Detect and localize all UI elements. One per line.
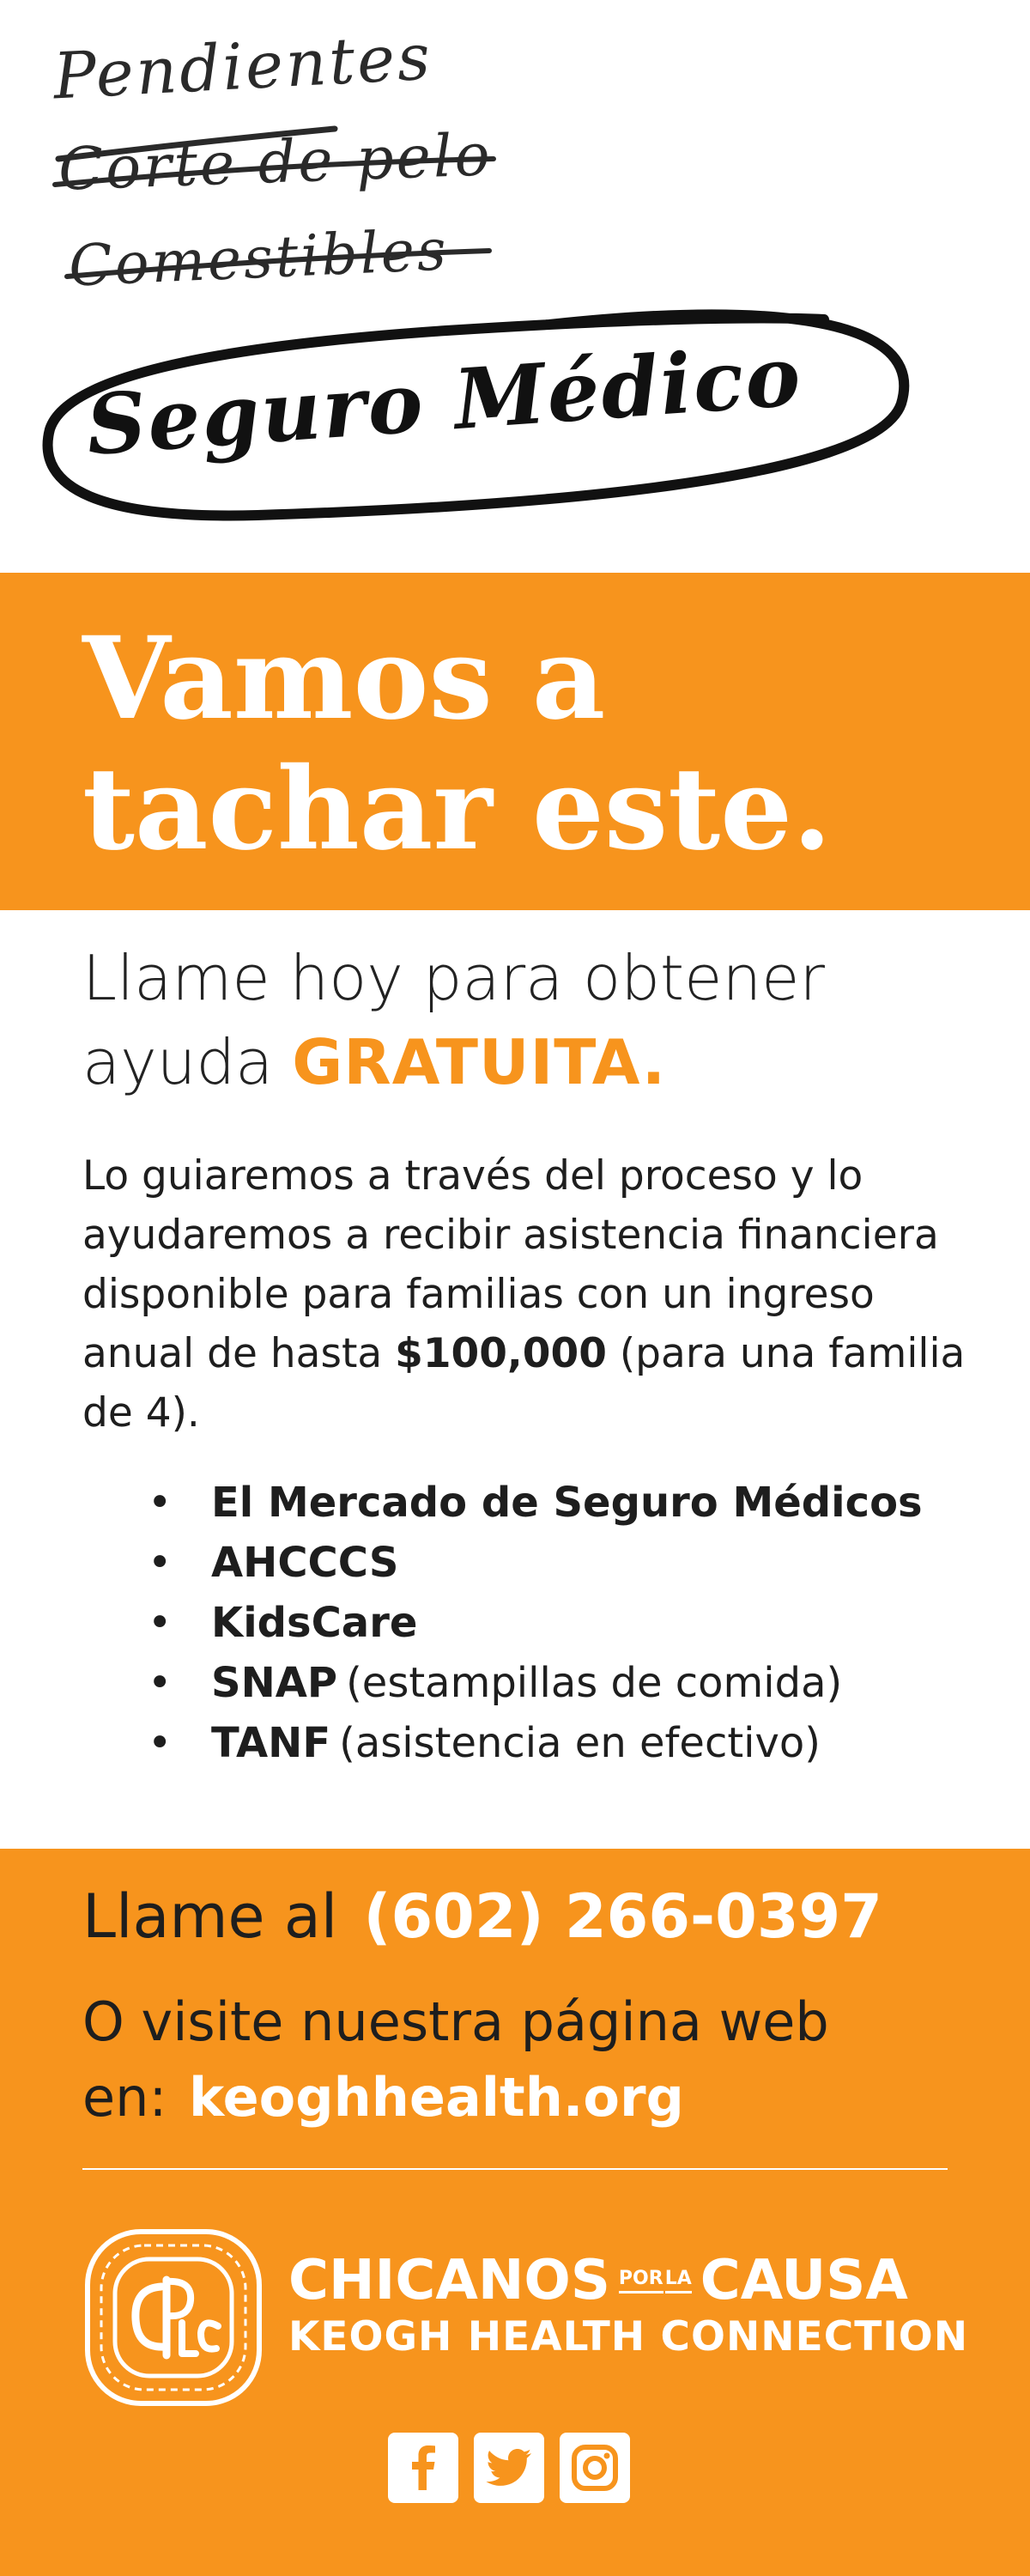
lead-line-2-prefix: ayuda [82, 1026, 274, 1098]
visit-text: O visite nuestra página web [82, 1990, 829, 2053]
twitter-icon[interactable] [474, 2433, 544, 2503]
org-name-left: CHICANOS [288, 2249, 610, 2312]
contact-footer [0, 1849, 1030, 2576]
list-item [137, 1473, 978, 1533]
handwriting-strokes [0, 0, 1030, 558]
org-la: LA [665, 2269, 692, 2293]
circle-scribble [48, 314, 905, 515]
strike-line-1 [55, 159, 494, 185]
description-text: Lo guiaremos a través del proceso y lo ayudaremos a recibir asistencia financiera disponible para familias con un ingreso anual de hasta [82, 1152, 939, 1377]
program-note: (asistencia en efectivo) [339, 1719, 821, 1767]
program-name: TANF [211, 1719, 331, 1767]
call-line [82, 1874, 992, 1959]
programs-list [137, 1473, 978, 1773]
cplc-logo-icon [82, 2227, 264, 2409]
org-por: POR [618, 2267, 663, 2289]
org-name-right: CAUSA [700, 2249, 908, 2312]
org-subname: KEOGH HEALTH CONNECTION [288, 2313, 969, 2360]
strike-line-2 [67, 251, 489, 276]
divider [82, 2168, 948, 2170]
phone-number[interactable]: (602) 266-0397 [363, 1881, 882, 1952]
call-prefix: Llame al [82, 1881, 338, 1952]
program-name: SNAP [211, 1659, 338, 1707]
lead-line-1: Llame hoy para obtener [82, 942, 825, 1014]
visit-line [82, 1984, 992, 2136]
website-link[interactable]: keoghhealth.org [189, 2066, 684, 2129]
headline-line-2: tachar este. [82, 743, 833, 876]
org-line-1 [288, 2251, 958, 2311]
description-paragraph [82, 1146, 975, 1443]
headline [82, 614, 992, 875]
list-item [137, 1713, 978, 1773]
program-name: El Mercado de Seguro Médicos [211, 1479, 923, 1527]
list-item [137, 1593, 978, 1653]
organization-name [288, 2249, 969, 2364]
todo-item-circled: Seguro Médico [83, 327, 805, 474]
title-underline [58, 129, 335, 159]
list-item [137, 1533, 978, 1593]
lead-text [82, 936, 992, 1104]
income-amount: $100,000 [395, 1330, 607, 1377]
org-por-la [619, 2269, 663, 2293]
todo-title: Pendientes [52, 20, 434, 114]
todo-item-done: Corte de pelo [57, 121, 494, 204]
todo-item-done: Comestibles [67, 216, 451, 300]
program-name: AHCCCS [211, 1539, 399, 1587]
visit-prefix: en: [82, 2066, 167, 2129]
instagram-icon[interactable] [560, 2433, 630, 2503]
headline-line-1: Vamos a [82, 612, 606, 745]
headline-banner [0, 573, 1030, 910]
program-name: KidsCare [211, 1599, 418, 1647]
facebook-icon[interactable] [388, 2433, 458, 2503]
list-item [137, 1653, 978, 1713]
social-links [388, 2433, 630, 2503]
free-highlight: GRATUITA. [292, 1026, 667, 1098]
description-text-end: (para una familia de 4). [82, 1330, 966, 1437]
program-note: (estampillas de comida) [346, 1659, 843, 1707]
